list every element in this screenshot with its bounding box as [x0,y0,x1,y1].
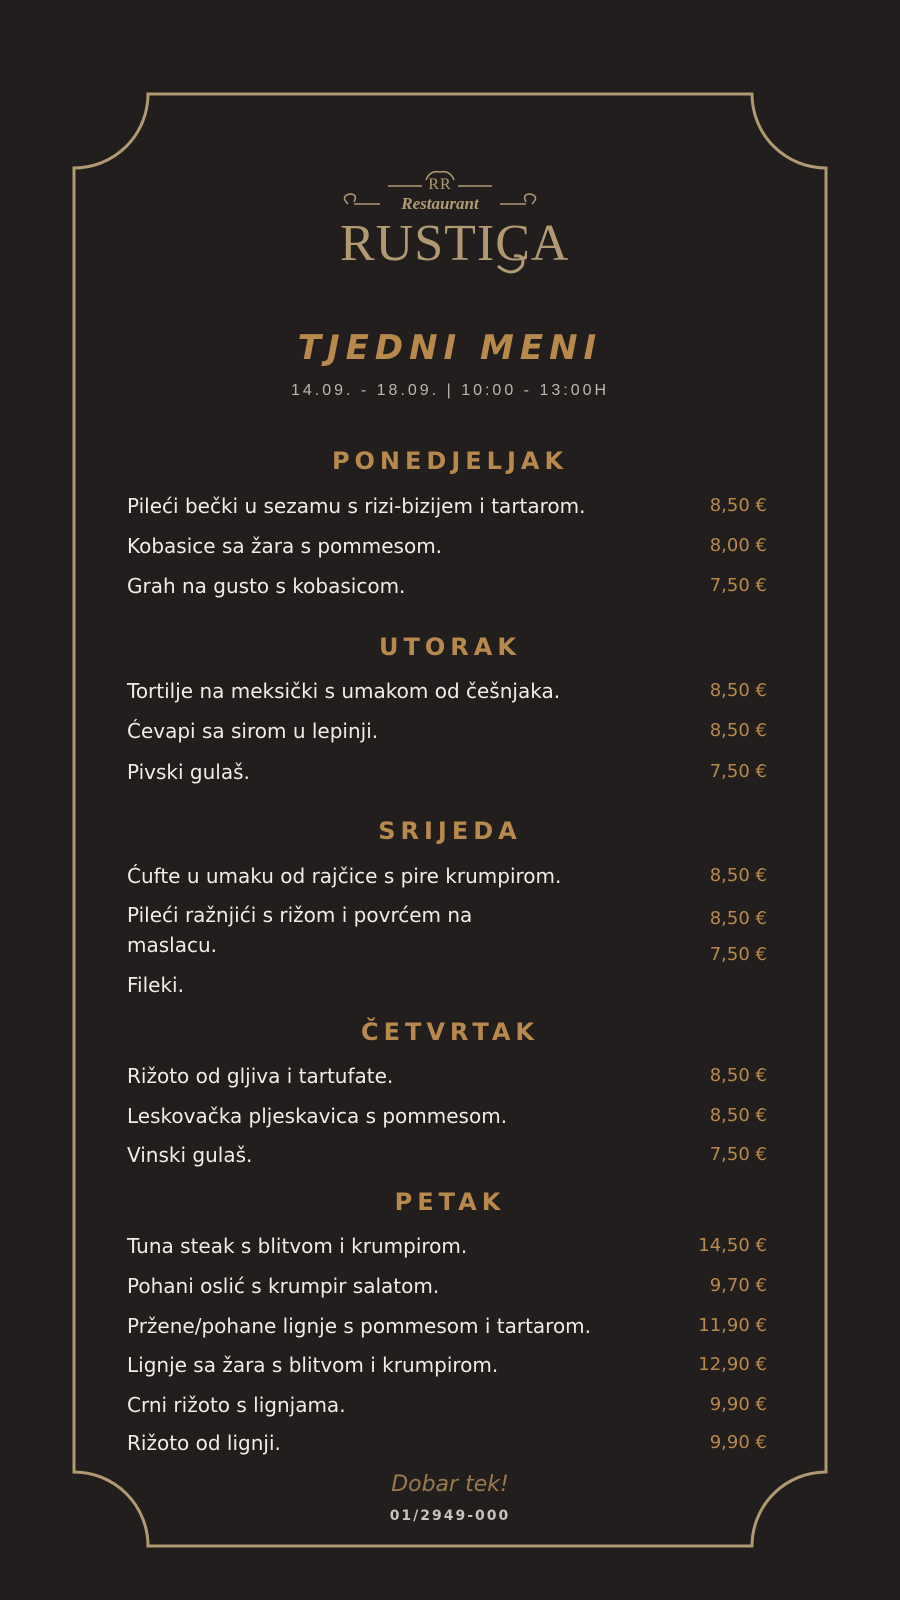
menu-item-name: Pileći bečki u sezamu s rizi-bizijem i tartarom. [127,494,586,518]
menu-item-price: 9,90 € [709,1432,767,1453]
menu-item-name: Ćevapi sa sirom u lepinji. [127,719,379,743]
menu-item-price: 8,50 € [709,495,767,516]
menu-item [127,1311,767,1341]
menu-item [127,1231,767,1261]
menu-item-name: Leskovačka pljeskavica s pommesom. [127,1104,508,1128]
menu-item-name: Grah na gusto s kobasicom. [127,574,406,598]
menu-item-name: Ćufte u umaku od rajčice s pire krumpirom. [127,864,562,888]
menu-item-price: 8,50 € [709,680,767,701]
menu-item-name: Crni rižoto s lignjama. [127,1393,346,1417]
menu-item-price: 7,50 € [709,1144,767,1165]
menu-item [127,491,767,521]
menu-item-price: 14,50 € [698,1235,767,1256]
menu-item-price: 8,50 € [709,1065,767,1086]
menu-item-name: Rižoto od lignji. [127,1431,281,1455]
menu-item [127,1140,767,1170]
menu-item-price: 11,90 € [698,1315,767,1336]
menu-item-name: Kobasice sa žara s pommesom. [127,534,443,558]
day-heading: PETAK [394,1188,506,1216]
menu-item [127,571,767,601]
phone-number: 01/2949-000 [389,1508,511,1524]
menu-item-name: Vinski gulaš. [127,1143,253,1167]
menu-item-price: 12,90 € [698,1354,767,1375]
menu-item [127,1101,767,1131]
menu-item-price: 7,50 € [709,761,767,782]
menu-item-price: 9,70 € [709,1275,767,1296]
day-heading: PONEDJELJAK [331,447,569,475]
menu-item [127,757,767,787]
menu-item [127,1061,767,1091]
menu-item [127,1271,767,1301]
menu-item [127,531,767,561]
footer-greeting: Dobar tek! [391,1472,509,1497]
menu-item-name: Rižoto od gljiva i tartufate. [127,1064,394,1088]
menu-item-price: 9,90 € [709,1394,767,1415]
menu-item-price: 8,50 € [709,1105,767,1126]
menu-item-name: Lignje sa žara s blitvom i krumpirom. [127,1353,499,1377]
menu-item [127,1350,767,1380]
menu-item-price: 8,50 € [709,720,767,741]
menu-item-name: Pohani oslić s krumpir salatom. [127,1274,440,1298]
menu-item-name: Pileći ražnjići s rižom i povrćem na maslacu. [127,903,473,957]
menu-item-name: Tuna steak s blitvom i krumpirom. [127,1234,468,1258]
logo-subtitle: Restaurant [401,194,479,213]
menu-item-price: 8,50 € [709,908,767,929]
menu-item-price: 8,00 € [709,535,767,556]
menu-item-name: Pržene/pohane lignje s pommesom i tartarom. [127,1314,592,1338]
day-heading: SRIJEDA [378,817,522,845]
menu-item [127,1390,767,1420]
menu-item [127,676,767,706]
menu-item-name: Fileki. [127,973,184,997]
logo-name: RUSTICA [340,215,570,272]
menu-item [127,716,767,746]
menu-item-name: Pivski gulaš. [127,760,250,784]
menu-title: TJEDNI MENI [297,328,603,368]
menu-item-price: 8,50 € [709,865,767,886]
menu-item-price: 7,50 € [709,575,767,596]
menu-item [127,944,767,1000]
menu-item-name: Tortilje na meksički s umakom od češnjaka. [127,679,561,703]
menu-item [127,1428,767,1458]
day-heading: ČETVRTAK [360,1018,540,1046]
menu-item [127,861,767,891]
day-heading: UTORAK [379,633,521,661]
restaurant-logo [340,168,570,288]
logo-monogram: RR [428,176,452,193]
menu-dates: 14.09. - 18.09. | 10:00 - 13:00H [290,382,610,399]
menu-item-price: 7,50 € [709,944,767,965]
